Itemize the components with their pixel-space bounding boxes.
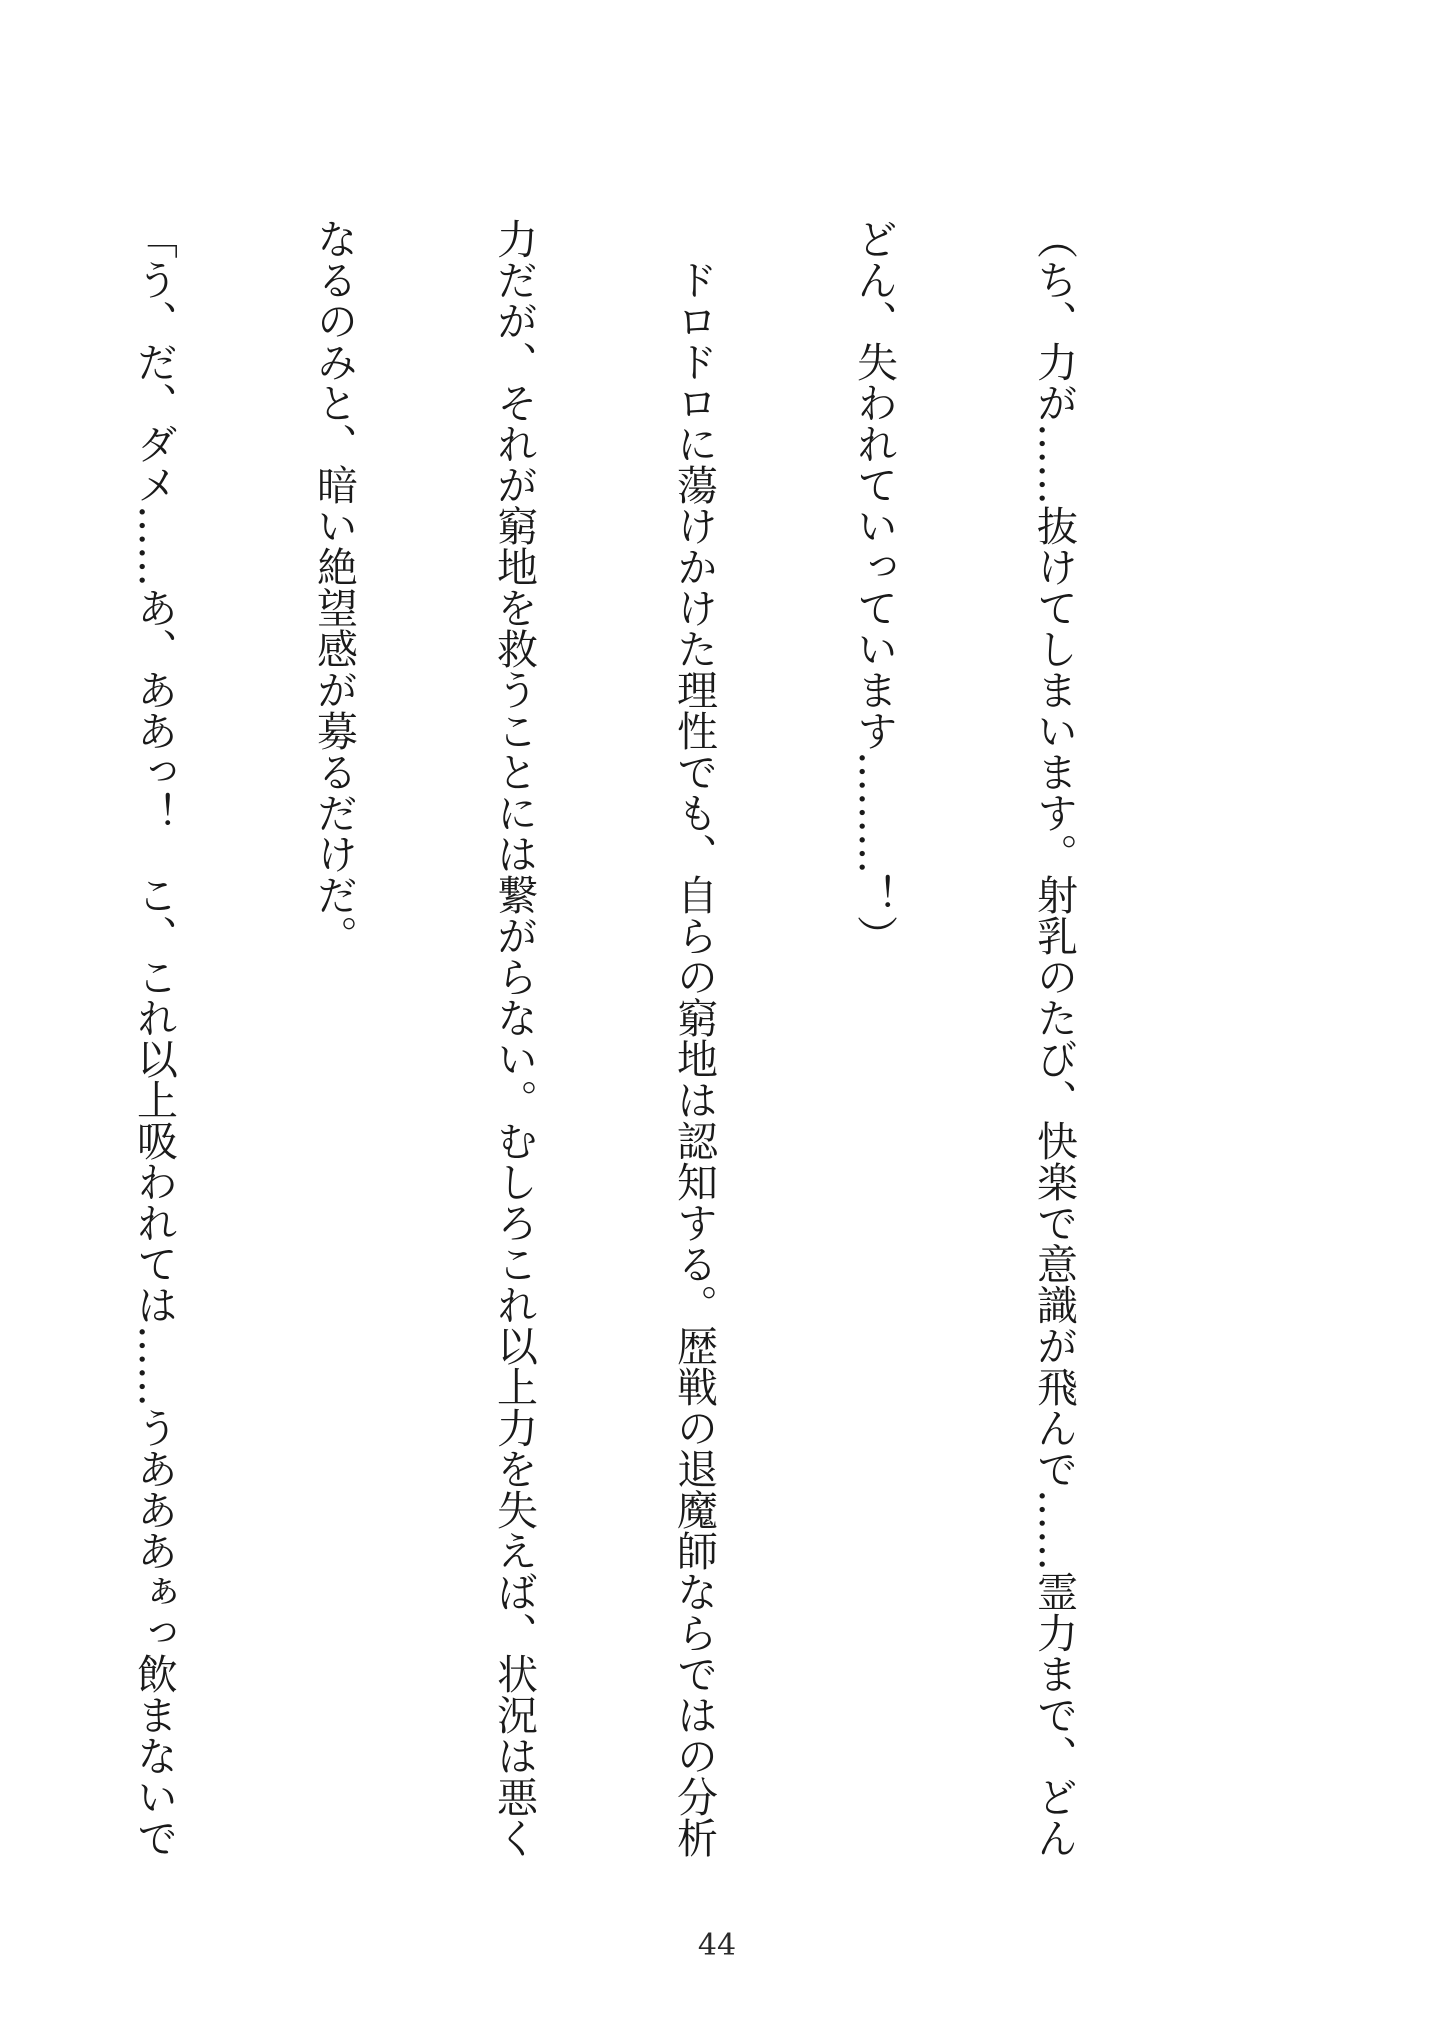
- text-line-4: 力だが、それが窮地を救うことには繋がらない。むしろこれ以上力を失えば、状況は悪く: [490, 218, 538, 1858]
- text-line-3: ドロドロに蕩けかけた理性でも、自らの窮地は認知する。歴戦の退魔師ならではの分析: [670, 218, 718, 1858]
- text-line-2: どん、失われていっています………！）: [850, 218, 898, 956]
- text-line-6: 「う、だ、ダメ……あ、ああっ！ こ、これ以上吸われては……うあああぁっ飲まないで: [130, 218, 178, 1858]
- page-number: 44: [697, 1928, 737, 1963]
- text-line-5: なるのみと、暗い絶望感が募るだけだ。: [310, 218, 358, 956]
- text-line-7: [0, 218, 4, 1878]
- vertical-text-body: [130, 218, 1204, 1878]
- text-line-1: （ち、力が……抜けてしまいます。射乳のたび、快楽で意識が飛んで……霊力まで、どん: [1030, 218, 1078, 1858]
